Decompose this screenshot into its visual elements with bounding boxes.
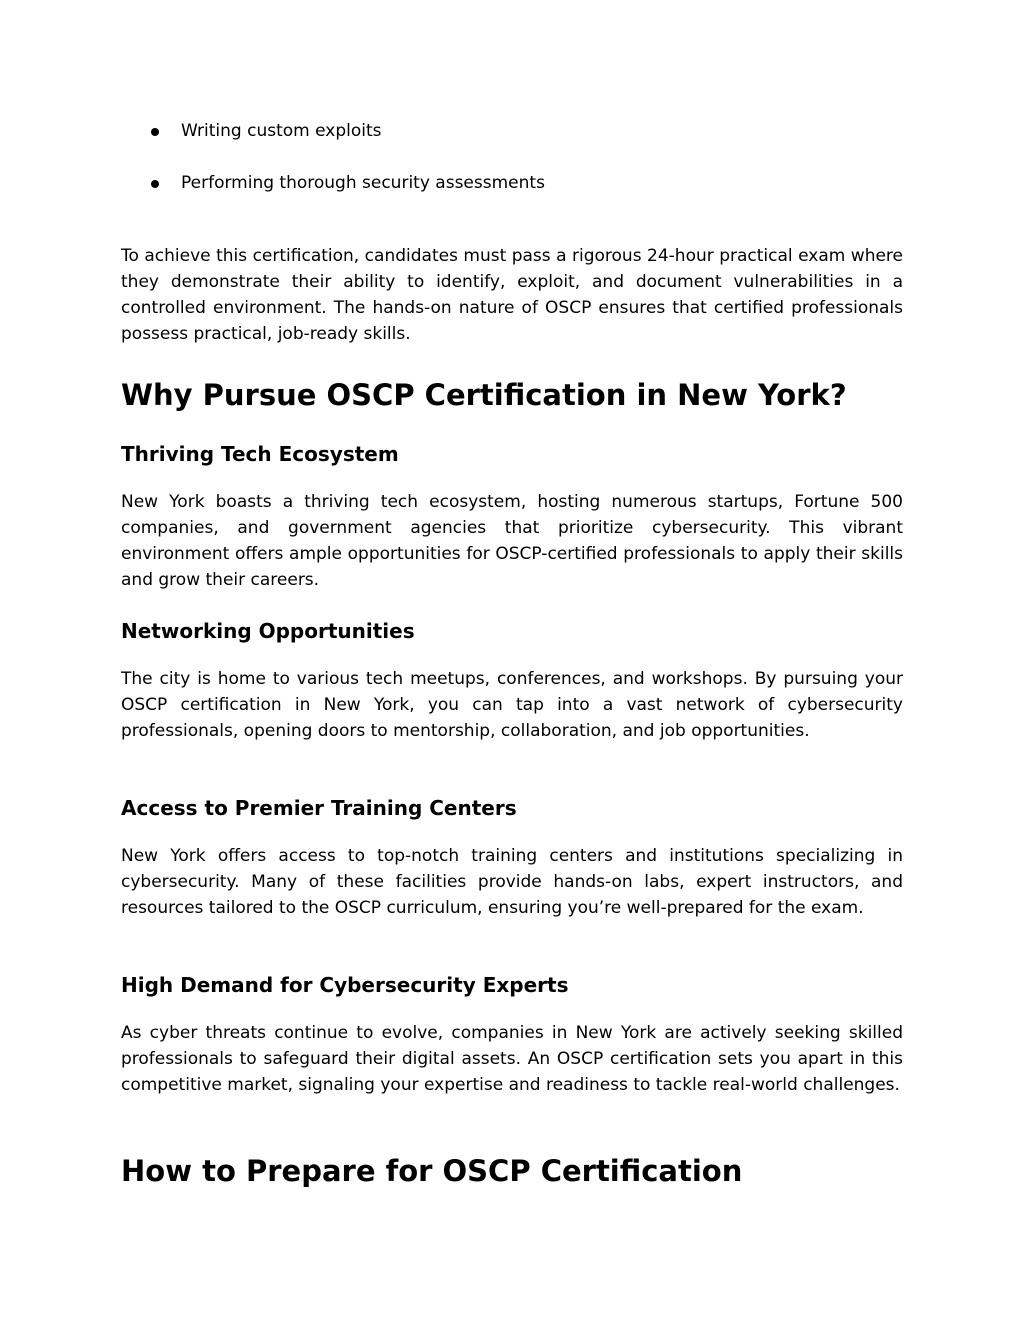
bullet-icon bbox=[151, 128, 159, 136]
list-item bbox=[121, 118, 903, 144]
subsection-paragraph: As cyber threats continue to evolve, companies in New York are actively seeking skilled professionals to safeguard their digital assets. An OSCP certification sets you apart in this competitive market, signaling your expertise and readiness to tackle real-world challenges. bbox=[121, 1023, 903, 1095]
bullet-icon bbox=[151, 180, 159, 188]
subsection-paragraph: New York offers access to top-notch training centers and institutions specializing in cybersecurity. Many of these facilities provide hands-on labs, expert instructors, and resources tailored to the OSCP curriculum, ensuring you’re well-prepared for the exam. bbox=[121, 846, 903, 918]
bullet-text: Performing thorough security assessments bbox=[181, 173, 545, 193]
bullet-list bbox=[121, 118, 903, 222]
subsection-heading: Thriving Tech Ecosystem bbox=[121, 442, 399, 466]
subsection-heading: High Demand for Cybersecurity Experts bbox=[121, 973, 569, 997]
section-heading-why: Why Pursue OSCP Certification in New York? bbox=[121, 378, 847, 412]
list-item bbox=[121, 170, 903, 196]
bullet-text: Writing custom exploits bbox=[181, 121, 382, 141]
subsection-paragraph: The city is home to various tech meetups, conferences, and workshops. By pursuing your OSCP certification in New York, you can tap into a vast network of cybersecurity professionals, opening doors to mentorship, collaboration, and job opportunities. bbox=[121, 669, 903, 741]
subsection-heading: Access to Premier Training Centers bbox=[121, 796, 517, 820]
section-heading-prepare: How to Prepare for OSCP Certification bbox=[121, 1154, 743, 1188]
subsection-paragraph: New York boasts a thriving tech ecosystem, hosting numerous startups, Fortune 500 companies, and government agencies that prioritize cybersecurity. This vibrant environment offers ample opportunities for OSCP-certified professionals to apply their skills and grow their careers. bbox=[121, 492, 903, 590]
intro-paragraph: To achieve this certification, candidates must pass a rigorous 24-hour practical exam where they demonstrate their ability to identify, exploit, and document vulnerabilities in a controlled environment. The hands-on nature of OSCP ensures that certified professionals possess practical, job-ready skills. bbox=[121, 246, 903, 344]
subsection-heading: Networking Opportunities bbox=[121, 619, 415, 643]
